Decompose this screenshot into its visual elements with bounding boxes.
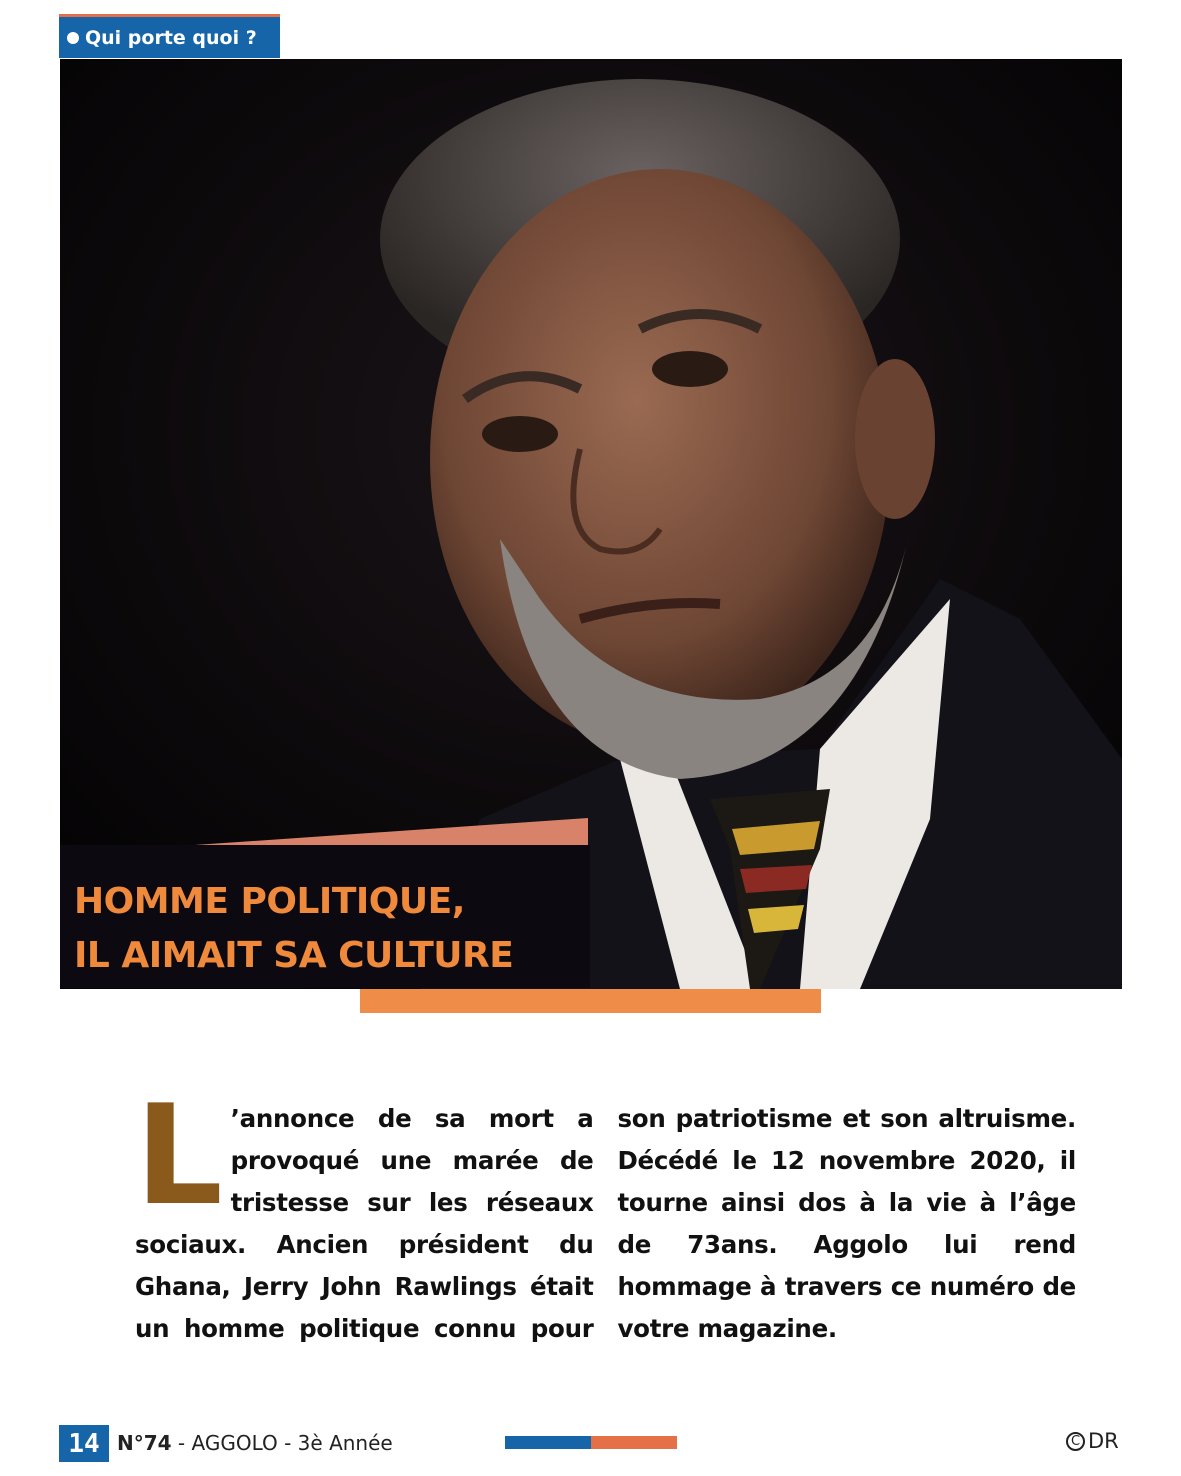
magazine-info: - AGGOLO - 3è Année	[171, 1431, 393, 1455]
section-tag	[59, 14, 280, 58]
headline-line-2: IL AIMAIT SA CULTURE	[74, 935, 514, 976]
bullet-icon	[67, 32, 79, 44]
article-body	[135, 1075, 1076, 1350]
copyright-icon: C	[1066, 1432, 1085, 1451]
headline	[74, 875, 513, 983]
headline-box	[60, 845, 590, 988]
issue-number: N°74	[117, 1431, 172, 1455]
headline-line-1: HOMME POLITIQUE,	[74, 881, 465, 922]
page-number: 14	[59, 1425, 109, 1462]
decorative-bar	[360, 989, 821, 1013]
footer-bar-orange	[591, 1436, 677, 1449]
credit-text: DR	[1088, 1429, 1119, 1453]
article-text: ’annonce de sa mort a provoqué une marée de tristesse sur les réseaux sociaux. Ancien président du Ghana, Jerry John Rawlings était un homme politique connu pour son patriotisme et son altruisme. Décédé le 12 novembre 2020, il tourne ainsi dos à la vie à l’âge de 73ans. Aggolo lui rend hommage à travers ce numéro de votre magazine.	[135, 1104, 1076, 1343]
section-label: Qui porte quoi ?	[85, 26, 257, 49]
photo-credit	[1066, 1429, 1119, 1453]
footer-bar-blue	[505, 1436, 591, 1449]
footer-issue	[117, 1431, 393, 1455]
dropcap: L	[135, 1075, 223, 1236]
